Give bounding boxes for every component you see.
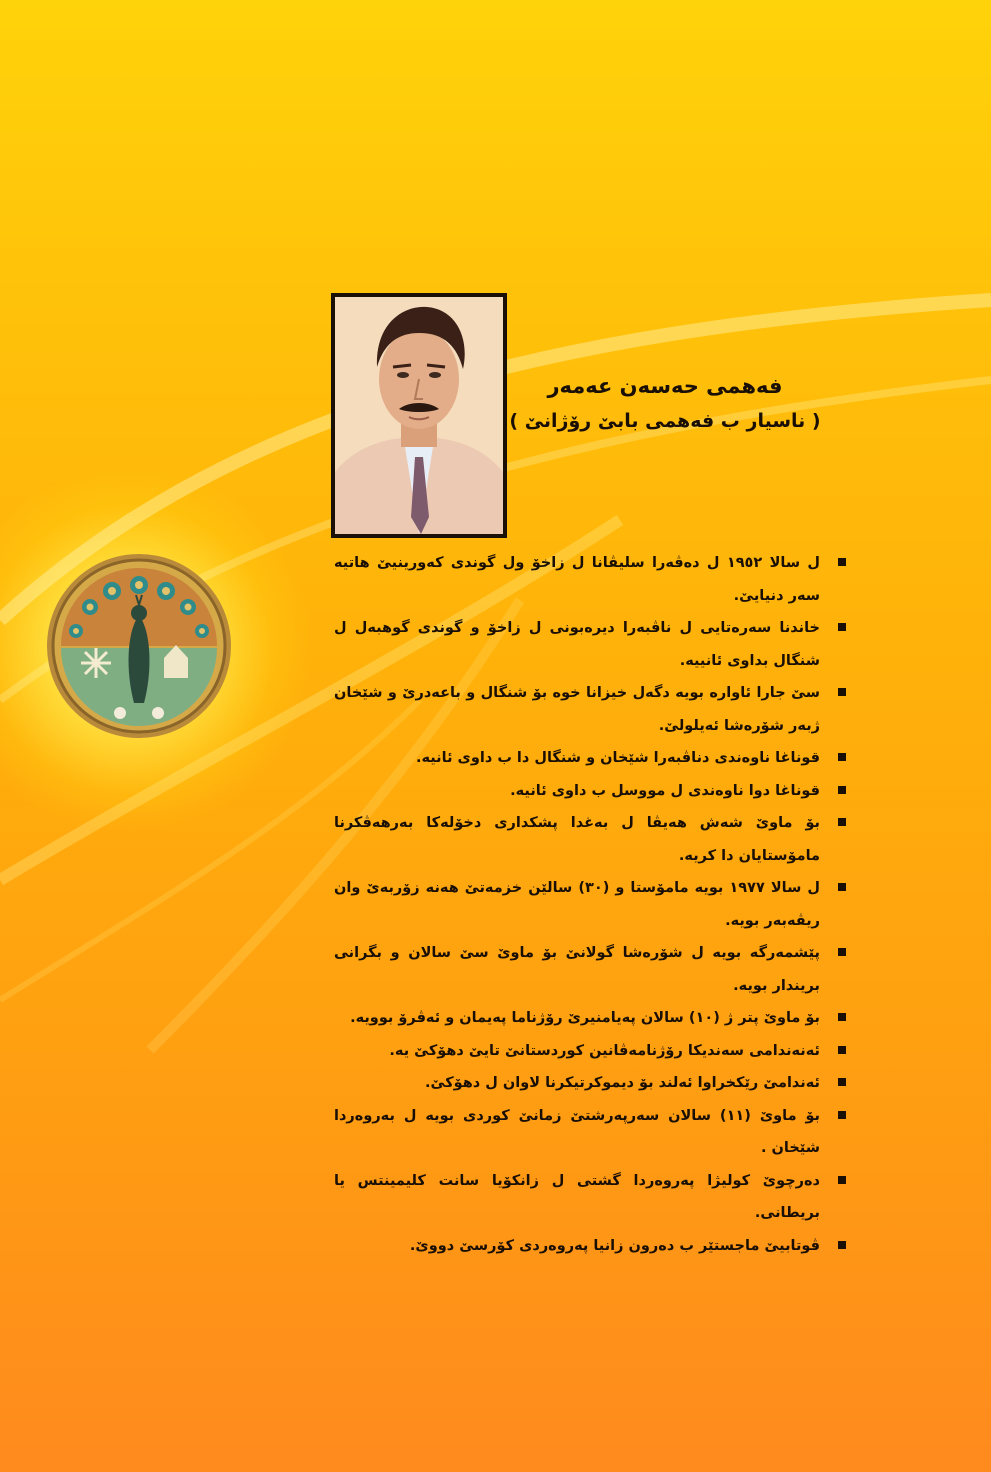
- list-item: بۆ ماوێ (١١) سالان سەرپەرشتێ زمانێ کوردی بویە ل بەروەردا شێخان .: [334, 1100, 846, 1165]
- list-item: سێ جارا ئاوارە بویە دگەل خیزانا خوە بۆ شنگال و باعەدرێ و شێخان ژبەر شۆرەشا ئەیلولێ.: [334, 677, 846, 742]
- list-item: بۆ ماوێ شەش هەیڤا ل بەغدا پشکداری دخۆلەکا بەرهەڤکرنا مامۆستایان دا کریە.: [334, 807, 846, 872]
- biography-list: [334, 547, 846, 1262]
- list-item: دەرچوێ کولیژا پەروەردا گشتی ل زانکۆیا سانت کلیمینتس یا بریطانی.: [334, 1165, 846, 1230]
- list-item: خاندنا سەرەتایی ل ناڤبەرا دیرەبونی ل زاخۆ و گوندی گوهبەل ل شنگال بداوی ئانییە.: [334, 612, 846, 677]
- person-known-as: ( ناسیار ب فەهمی بابێ رۆژانێ ): [509, 410, 821, 432]
- list-item: قوناغا ناوەندی دناڤبەرا شێخان و شنگال دا ب داوی ئانیە.: [334, 742, 846, 775]
- list-item: قوناغا دوا ناوەندی ل مووسل ب داوی ئانیە.: [334, 775, 846, 808]
- portrait-photo: [331, 293, 507, 538]
- list-item: ل سالا ١٩٧٧ بویە مامۆستا و (٣٠) سالێن خزمەتێ هەنە زۆربەێ وان ریڤەبەر بویە.: [334, 872, 846, 937]
- list-item: ئەنەندامی سەندیکا رۆژنامەڤانین کوردستانێ تایێ دهۆکێ یە.: [334, 1035, 846, 1068]
- list-item: ل سالا ١٩٥٢ ل دەڤەرا سلیڤانا ل زاخۆ ول گوندی کەورینیێ هاتیە سەر دنیایێ.: [334, 547, 846, 612]
- list-item: پێشمەرگە بویە ل شۆرەشا گولانێ بۆ ماوێ سێ سالان و بگرانی بریندار بویە.: [334, 937, 846, 1002]
- list-item: ئەندامێ رێکخراوا ئەلند بۆ دیموکرتیکرنا لاوان ل دهۆکێ.: [334, 1067, 846, 1100]
- list-item: ڤوتابیێ ماجستێر ب دەرون زانیا پەروەردی کۆرسێ دووێ.: [334, 1230, 846, 1263]
- list-item: بۆ ماوێ پتر ژ (١٠) سالان پەیامنیرێ رۆژناما پەیمان و ئەڤرۆ بوویە.: [334, 1002, 846, 1035]
- peacock-emblem-icon: [46, 553, 232, 739]
- person-name: فەهمی حەسەن عەمەر: [547, 374, 783, 398]
- name-block: [500, 368, 830, 438]
